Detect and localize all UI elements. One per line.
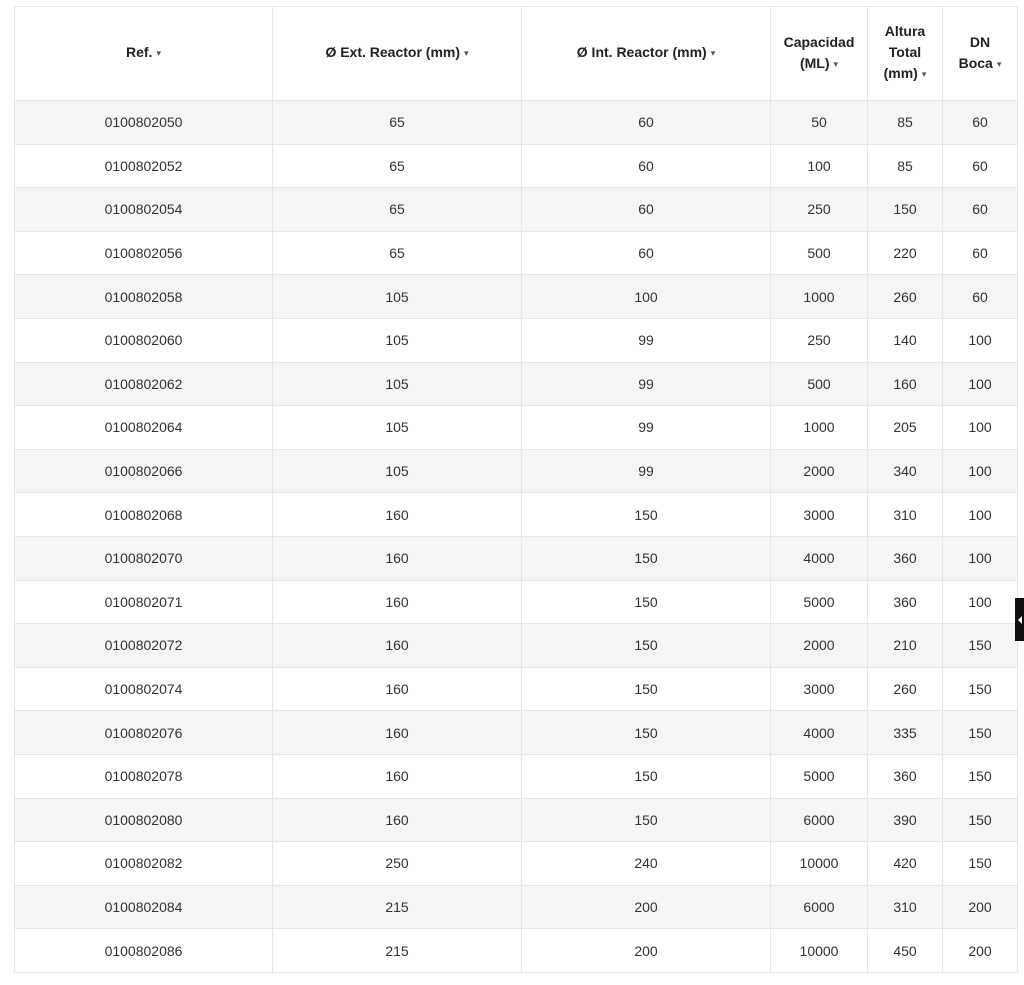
table-cell: 205 — [868, 406, 943, 450]
table-row — [15, 885, 1018, 929]
table-cell: 0100802074 — [15, 667, 273, 711]
table-container — [14, 6, 1018, 973]
table-row — [15, 493, 1018, 537]
column-header-label: Ø Ext. Reactor (mm) — [325, 44, 461, 60]
table-row — [15, 711, 1018, 755]
table-cell: 360 — [868, 754, 943, 798]
reactor-table — [14, 6, 1018, 973]
table-cell: 99 — [522, 362, 771, 406]
column-header-label: Ø Int. Reactor (mm) — [576, 44, 707, 60]
table-row — [15, 406, 1018, 450]
table-cell: 10000 — [771, 842, 868, 886]
table-cell: 65 — [273, 188, 522, 232]
table-cell: 65 — [273, 231, 522, 275]
table-cell: 150 — [943, 711, 1018, 755]
table-cell: 65 — [273, 144, 522, 188]
table-cell: 0100802068 — [15, 493, 273, 537]
table-cell: 200 — [522, 885, 771, 929]
table-cell: 50 — [771, 101, 868, 145]
table-cell: 335 — [868, 711, 943, 755]
table-row — [15, 362, 1018, 406]
table-cell: 100 — [943, 406, 1018, 450]
table-cell: 65 — [273, 101, 522, 145]
column-header-1[interactable] — [273, 7, 522, 101]
table-cell: 0100802054 — [15, 188, 273, 232]
table-cell: 0100802058 — [15, 275, 273, 319]
table-cell: 0100802076 — [15, 711, 273, 755]
table-cell: 150 — [522, 711, 771, 755]
table-cell: 60 — [943, 144, 1018, 188]
table-cell: 0100802056 — [15, 231, 273, 275]
column-header-3[interactable] — [771, 7, 868, 101]
table-cell: 2000 — [771, 624, 868, 668]
table-cell: 60 — [943, 101, 1018, 145]
table-cell: 60 — [522, 101, 771, 145]
column-header-label: Boca — [958, 54, 993, 71]
table-row — [15, 536, 1018, 580]
table-cell: 100 — [943, 580, 1018, 624]
table-cell: 105 — [273, 406, 522, 450]
table-cell: 150 — [868, 188, 943, 232]
table-cell: 1000 — [771, 406, 868, 450]
table-cell: 500 — [771, 362, 868, 406]
table-cell: 60 — [943, 188, 1018, 232]
table-cell: 150 — [522, 536, 771, 580]
table-cell: 160 — [273, 536, 522, 580]
table-cell: 60 — [522, 144, 771, 188]
table-cell: 310 — [868, 885, 943, 929]
table-row — [15, 275, 1018, 319]
table-cell: 105 — [273, 275, 522, 319]
table-cell: 99 — [522, 449, 771, 493]
table-cell: 3000 — [771, 667, 868, 711]
table-cell: 0100802066 — [15, 449, 273, 493]
table-body — [15, 101, 1018, 973]
table-cell: 160 — [273, 798, 522, 842]
table-cell: 105 — [273, 318, 522, 362]
table-cell: 160 — [273, 667, 522, 711]
table-row — [15, 754, 1018, 798]
table-cell: 220 — [868, 231, 943, 275]
table-cell: 160 — [273, 624, 522, 668]
table-cell: 0100802060 — [15, 318, 273, 362]
table-cell: 360 — [868, 536, 943, 580]
table-cell: 99 — [522, 318, 771, 362]
table-cell: 160 — [868, 362, 943, 406]
table-cell: 0100802072 — [15, 624, 273, 668]
table-row — [15, 188, 1018, 232]
table-cell: 150 — [522, 624, 771, 668]
table-row — [15, 667, 1018, 711]
column-header-label: DN — [969, 33, 991, 50]
column-header-label: (mm) — [883, 65, 918, 81]
table-cell: 310 — [868, 493, 943, 537]
table-cell: 150 — [943, 624, 1018, 668]
column-header-2[interactable] — [522, 7, 771, 101]
column-header-5[interactable] — [943, 7, 1018, 101]
table-cell: 150 — [522, 798, 771, 842]
table-cell: 0100802071 — [15, 580, 273, 624]
table-cell: 100 — [943, 362, 1018, 406]
table-row — [15, 144, 1018, 188]
table-cell: 0100802070 — [15, 536, 273, 580]
side-tab-toggle[interactable] — [1015, 598, 1024, 641]
table-cell: 60 — [522, 188, 771, 232]
table-cell: 340 — [868, 449, 943, 493]
table-cell: 99 — [522, 406, 771, 450]
sort-arrow-icon[interactable]: ▾ — [996, 58, 1002, 69]
table-row — [15, 449, 1018, 493]
table-cell: 150 — [522, 580, 771, 624]
table-cell: 0100802086 — [15, 929, 273, 973]
table-cell: 160 — [273, 711, 522, 755]
table-row — [15, 580, 1018, 624]
table-cell: 150 — [943, 842, 1018, 886]
table-cell: 100 — [943, 449, 1018, 493]
table-cell: 150 — [943, 798, 1018, 842]
table-cell: 360 — [868, 580, 943, 624]
table-cell: 100 — [771, 144, 868, 188]
table-cell: 0100802050 — [15, 101, 273, 145]
table-cell: 0100802078 — [15, 754, 273, 798]
table-cell: 210 — [868, 624, 943, 668]
table-cell: 260 — [868, 667, 943, 711]
table-cell: 215 — [273, 929, 522, 973]
table-cell: 140 — [868, 318, 943, 362]
column-header-label: Ref. — [126, 44, 153, 60]
table-row — [15, 929, 1018, 973]
table-cell: 0100802084 — [15, 885, 273, 929]
table-cell: 200 — [943, 929, 1018, 973]
table-cell: 250 — [771, 318, 868, 362]
table-cell: 160 — [273, 580, 522, 624]
table-cell: 105 — [273, 449, 522, 493]
table-row — [15, 842, 1018, 886]
table-cell: 4000 — [771, 536, 868, 580]
table-cell: 85 — [868, 101, 943, 145]
sort-arrow-icon[interactable]: ▾ — [464, 48, 469, 58]
table-cell: 6000 — [771, 885, 868, 929]
table-cell: 250 — [273, 842, 522, 886]
table-cell: 240 — [522, 842, 771, 886]
table-row — [15, 798, 1018, 842]
column-header-label: Capacidad — [783, 33, 855, 50]
table-cell: 250 — [771, 188, 868, 232]
table-cell: 150 — [522, 754, 771, 798]
table-cell: 0100802064 — [15, 406, 273, 450]
table-cell: 150 — [522, 493, 771, 537]
table-cell: 60 — [522, 231, 771, 275]
table-cell: 0100802062 — [15, 362, 273, 406]
table-row — [15, 101, 1018, 145]
table-cell: 100 — [943, 536, 1018, 580]
table-cell: 0100802052 — [15, 144, 273, 188]
sort-arrow-icon[interactable]: ▾ — [710, 48, 716, 58]
sort-arrow-icon[interactable]: ▾ — [921, 69, 927, 79]
table-cell: 160 — [273, 754, 522, 798]
column-header-label: (ML) — [799, 54, 830, 71]
table-cell: 150 — [943, 667, 1018, 711]
column-header-0[interactable] — [15, 7, 273, 101]
table-cell: 160 — [273, 493, 522, 537]
table-cell: 260 — [868, 275, 943, 319]
table-cell: 4000 — [771, 711, 868, 755]
table-cell: 1000 — [771, 275, 868, 319]
table-cell: 500 — [771, 231, 868, 275]
table-cell: 100 — [943, 493, 1018, 537]
table-cell: 85 — [868, 144, 943, 188]
sort-arrow-icon[interactable]: ▾ — [156, 48, 161, 58]
header-row — [15, 7, 1018, 101]
column-header-4[interactable] — [868, 7, 943, 101]
column-header-label: Total — [888, 44, 922, 60]
table-cell: 60 — [943, 275, 1018, 319]
table-cell: 100 — [522, 275, 771, 319]
table-cell: 200 — [522, 929, 771, 973]
table-cell: 5000 — [771, 754, 868, 798]
table-cell: 60 — [943, 231, 1018, 275]
table-cell: 150 — [522, 667, 771, 711]
table-cell: 3000 — [771, 493, 868, 537]
table-cell: 100 — [943, 318, 1018, 362]
table-cell: 420 — [868, 842, 943, 886]
table-cell: 0100802082 — [15, 842, 273, 886]
table-cell: 450 — [868, 929, 943, 973]
table-cell: 2000 — [771, 449, 868, 493]
table-cell: 6000 — [771, 798, 868, 842]
table-cell: 150 — [943, 754, 1018, 798]
column-header-label: Altura — [884, 23, 926, 39]
table-cell: 200 — [943, 885, 1018, 929]
table-cell: 10000 — [771, 929, 868, 973]
table-cell: 215 — [273, 885, 522, 929]
table-row — [15, 624, 1018, 668]
table-cell: 390 — [868, 798, 943, 842]
table-row — [15, 318, 1018, 362]
table-cell: 5000 — [771, 580, 868, 624]
table-cell: 0100802080 — [15, 798, 273, 842]
table-row — [15, 231, 1018, 275]
table-cell: 105 — [273, 362, 522, 406]
sort-arrow-icon[interactable]: ▾ — [833, 58, 839, 69]
